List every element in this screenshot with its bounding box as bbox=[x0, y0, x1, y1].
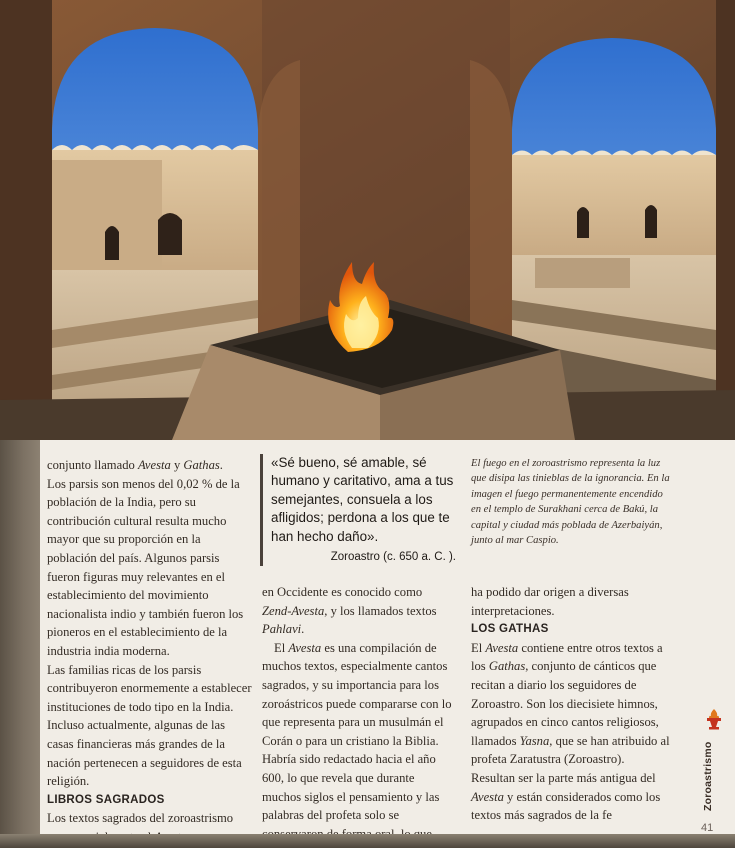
paragraph: Las familias ricas de los parsis contribuyeron enormemente a establecer instituciones de todo tipo en la India. Incluso actualmente, algunas de las casas financieras más grandes de la nación pertenecen a seguidores de esta religión. bbox=[47, 662, 252, 789]
text-column-3 bbox=[471, 583, 671, 825]
section-heading: LOS GATHAS bbox=[471, 623, 549, 636]
paragraph: El Avesta contiene entre otros textos a los Gathas, conjunto de cánticos que recitan a diario los seguidores de Zoroastro. Son los diecisiete himnos, agrupados en cinco cantos religiosos, llamados Yasna, que se han atribuido al profeta Zaratustra (Zoroastro). Resultan ser la parte más antigua del Avesta y están considerados como los textos más sagrados de la fe bbox=[471, 640, 670, 823]
chapter-label: Zoroastrismo bbox=[702, 741, 714, 811]
text-column-1 bbox=[47, 456, 252, 846]
section-heading: LIBROS SAGRADOS bbox=[47, 793, 165, 806]
paragraph: en Occidente es conocido como Zend-Avesta, y los llamados textos Pahlavi. bbox=[262, 585, 437, 637]
quote-author: Zoroastro (c. 650 a. C. ). bbox=[330, 551, 456, 564]
paragraph: ha podido dar origen a diversas interpretaciones. bbox=[471, 585, 629, 618]
paragraph: Los parsis son menos del 0,02 % de la población de la India, pero su contribución cultural resulta mucho mayor que su proporción en la población del país. Algunos parsis fueron figuras muy relevantes en el establecimiento del movimiento nacionalista indio y también fueron los pioneros en el establecimiento de la industria india moderna. bbox=[47, 476, 244, 658]
book-page bbox=[40, 440, 735, 836]
pull-quote bbox=[260, 454, 460, 566]
page-number: 41 bbox=[701, 822, 714, 834]
text-column-2 bbox=[262, 583, 454, 843]
photo-caption: El fuego en el zoroastrismo representa la luz que disipa las tinieblas de la ignorancia. En la imagen el fuego permanentemente encendido en el templo de Surakhani cerca de Bakú, la capital y ciudad más poblada de Azerbaiyán, junto al mar Caspio. bbox=[471, 458, 670, 547]
paragraph: conjunto llamado Avesta y Gathas. bbox=[47, 458, 223, 472]
paragraph: Los textos sagrados del zoroastrismo bbox=[47, 811, 234, 826]
chapter-side-tab bbox=[700, 708, 726, 818]
quote-text: «Sé bueno, sé amable, sé humano y caritativo, ama a tus semejantes, consuela a los afligidos; perdona a los que te han hecho daño». bbox=[271, 455, 454, 544]
paragraph: El Avesta es una compilación de muchos textos, especialmente cantos sagrados, y su importancia para los zoroástricos puede compararse con lo que representa para un musulmán el Corán o para un cristiano la Biblia. Habría sido redactado hacia el año 600, lo que revela que durante muchos siglos el pensamiento y las palabras del profeta solo se bbox=[262, 640, 452, 823]
fire-altar-icon bbox=[705, 708, 723, 730]
book-bottom-edge bbox=[0, 834, 735, 848]
